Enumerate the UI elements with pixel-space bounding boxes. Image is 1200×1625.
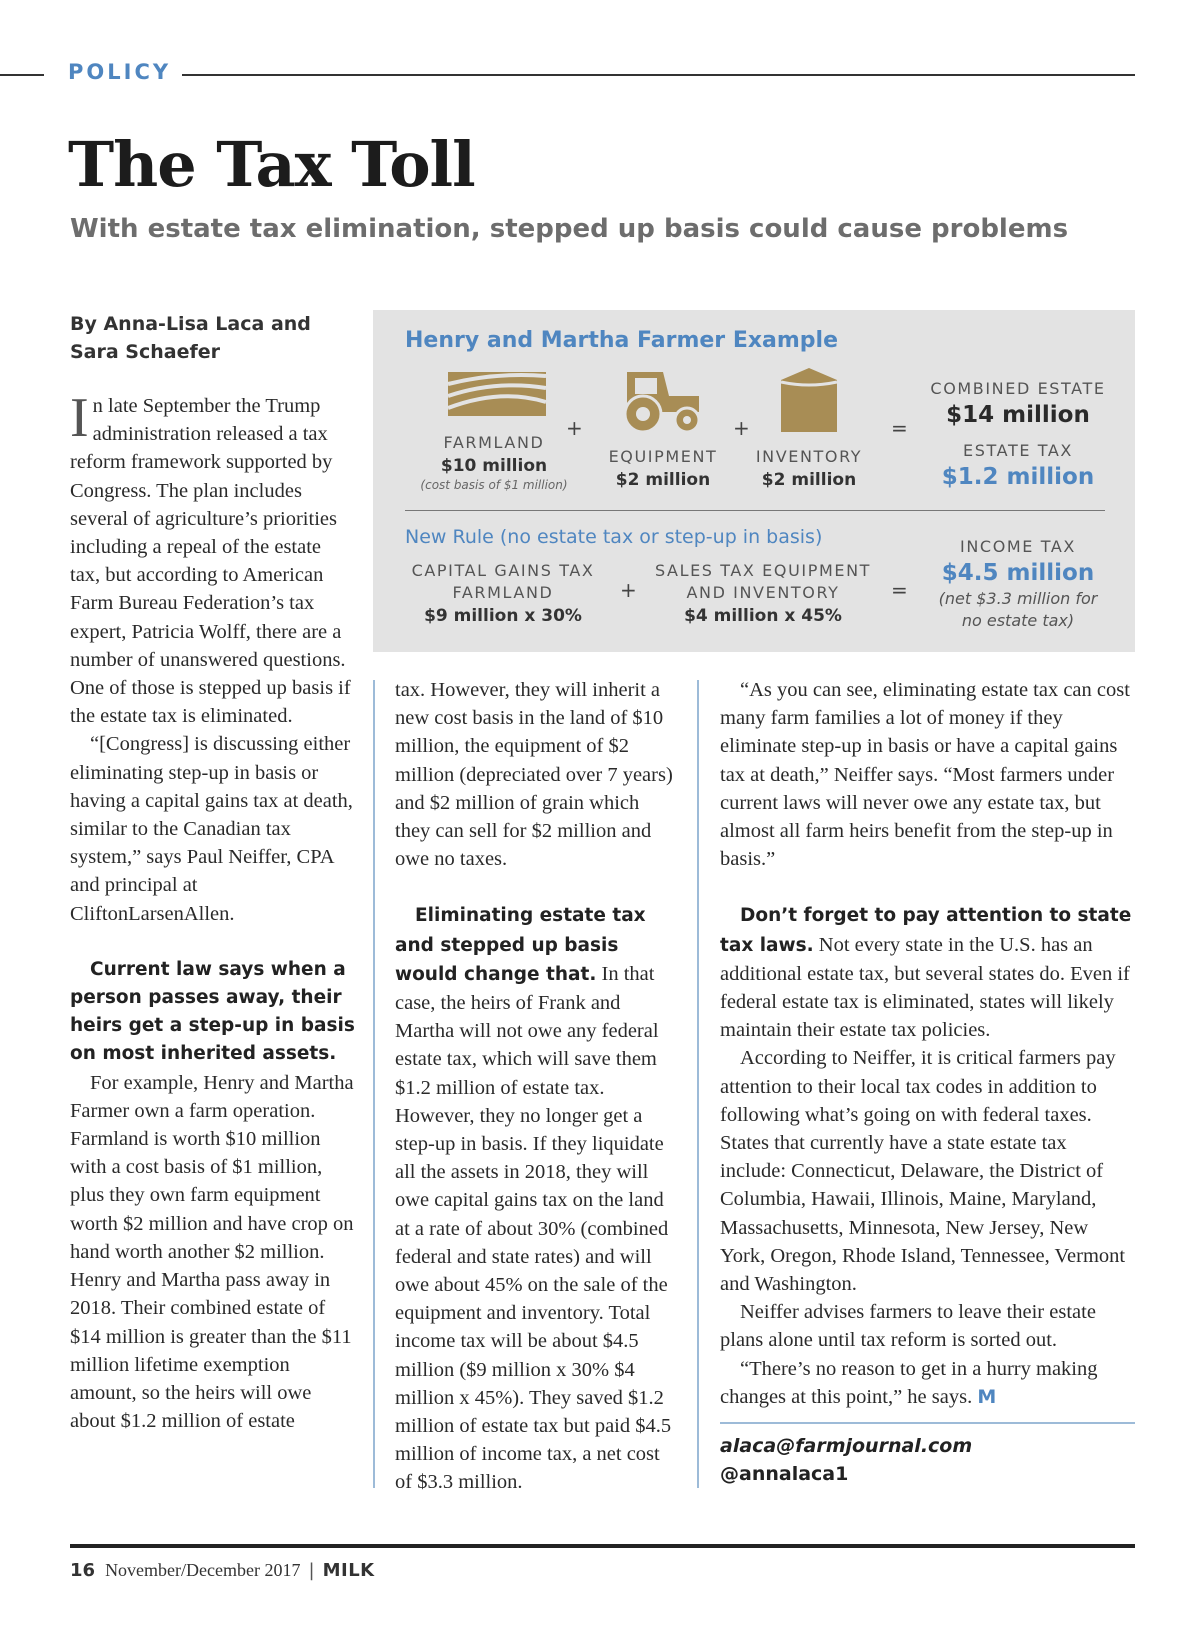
plus-sign-2: + <box>733 416 750 440</box>
plus-sign-1: + <box>566 416 583 440</box>
equals-sign-2: = <box>891 578 908 602</box>
sales-tax-line-1: SALES TAX EQUIPMENT <box>654 561 872 580</box>
paragraph <box>720 1355 1135 1411</box>
author-email[interactable]: alaca@farmjournal.com <box>720 1435 973 1457</box>
section-label: POLICY <box>68 60 172 84</box>
income-tax-block <box>913 536 1123 632</box>
sales-tax-value: $4 million x 45% <box>684 606 842 626</box>
income-tax-note-1: (net $3.3 million for <box>938 589 1098 608</box>
end-mark-icon: M <box>977 1385 997 1408</box>
article-column-2 <box>395 676 675 1497</box>
section-rule-left <box>0 74 44 76</box>
paragraph: “[Congress] is discussing either eliminating step-up in basis or having a capital gains tax at death, similar to the Canadian tax system,” says Paul Neiffer, CPA and principal at CliftonLarsenAllen. <box>70 733 353 925</box>
section-rule-right <box>182 74 1135 76</box>
equals-sign-1: = <box>891 416 908 440</box>
author-contact <box>720 1432 972 1488</box>
paragraph-text: Not every state in the U.S. has an additional estate tax, but several states do. Even if federal estate tax is eliminated, states will likely maintain their estate tax policies. <box>720 933 1130 1042</box>
farmland-block <box>409 432 579 492</box>
estate-tax-label: ESTATE TAX <box>963 441 1073 460</box>
farmland-icon <box>446 370 548 418</box>
income-tax-note-2: no estate tax) <box>961 611 1075 630</box>
paragraph: For example, Henry and Martha Farmer own a farm operation. Farmland is worth $10 million with a cost basis of $1 million, plus they own farm equipment worth $2 million and have crop on hand worth another $2 million. Henry and Martha pass away in 2018. Their combined estate of $14 million is greater than the $11 million lifetime exemption amount, so the heirs will owe about $1.2 million of estate <box>70 1071 354 1433</box>
infobox-title: Henry and Martha Farmer Example <box>405 328 839 353</box>
paragraph: tax. However, they will inherit a new cost basis in the land of $10 million, the equipment of $2 million (depreciated over 7 years) and $2 million of grain which they can sell for $2 million and owe no taxes. <box>395 679 673 871</box>
subhead: Eliminating estate tax and stepped up basis would change that. <box>395 905 646 985</box>
article-title: The Tax Toll <box>68 128 475 201</box>
inventory-block <box>741 446 877 492</box>
combined-estate-block <box>913 378 1123 430</box>
footer-rule <box>70 1544 1135 1548</box>
paragraph <box>720 901 1135 1044</box>
inventory-label: INVENTORY <box>755 447 863 466</box>
sales-tax-line-2: AND INVENTORY <box>686 583 840 602</box>
farmland-value: $10 million <box>440 456 548 476</box>
paragraph <box>395 901 675 1496</box>
article-column-3 <box>720 676 1135 1411</box>
subhead: Don’t forget to pay attention to state tax laws. <box>720 905 1132 956</box>
paragraph: “As you can see, eliminating estate tax can cost many farm families a lot of money if they eliminate step-up in basis or have a capital gains tax at death,” Neiffer says. “Most farmers under current laws will never owe any estate tax, but almost all farm heirs benefit from the step-up in basis.” <box>720 679 1130 871</box>
paragraph-text: In that case, the heirs of Frank and Martha will not owe any federal estate tax, which will save them $1.2 million of estate tax. However, they no longer get a step-up in basis. If they liquidate all the assets in 2018, they will owe capital gains tax on the land at a rate of about 30% (combined federal and state rates) and will owe about 45% on the sale of the equipment and inventory. Total income tax will be about $4.5 million ($9 million x 30% $4 million x 45%). They saved $1.2 million of estate tax but paid $4.5 million of income tax, a net cost of $3.3 million. <box>395 962 672 1494</box>
byline <box>70 310 330 366</box>
column-rule-2 <box>697 680 699 1488</box>
income-tax-label: INCOME TAX <box>960 537 1076 556</box>
grain-bin-icon <box>779 366 839 434</box>
paragraph-text: “There’s no reason to get in a hurry making changes at this point,” he says. <box>720 1357 1098 1408</box>
combined-estate-value: $14 million <box>946 402 1090 428</box>
capital-gains-block <box>403 560 603 628</box>
capital-gains-value: $9 million x 30% <box>424 606 582 626</box>
estate-tax-value: $1.2 million <box>941 464 1095 490</box>
page-number: 16 <box>70 1560 96 1581</box>
section-header <box>0 58 1135 92</box>
inventory-value: $2 million <box>761 470 857 490</box>
capital-gains-line-1: CAPITAL GAINS TAX <box>411 561 595 580</box>
equipment-value: $2 million <box>615 470 711 490</box>
article-subtitle: With estate tax elimination, stepped up basis could cause problems <box>70 214 1069 244</box>
plus-sign-3: + <box>620 578 637 602</box>
infobox-divider <box>405 510 1105 511</box>
paragraph-text: n late September the Trump administration released a tax reform framework supported by Congress. The plan includes several of agriculture’s priorities including a repeal of the estate tax, but according to American Farm Bureau Federation’s tax expert, Patricia Wolff, there are a number of unanswered questions. One of those is stepped up basis if the estate tax is eliminated. <box>70 395 351 728</box>
drop-cap: I <box>70 387 89 449</box>
paragraph: Neiffer advises farmers to leave their estate plans alone until tax reform is sorted out. <box>720 1301 1096 1352</box>
tractor-icon <box>619 368 703 434</box>
magazine-name: MILK <box>322 1560 375 1581</box>
article-column-1 <box>70 387 355 1435</box>
byline-line-2: Sara Schaefer <box>70 341 221 363</box>
issue-date: November/December 2017 <box>105 1560 301 1580</box>
income-tax-value: $4.5 million <box>941 560 1095 586</box>
column-rule-1 <box>373 680 375 1488</box>
farmland-label: FARMLAND <box>443 433 545 452</box>
paragraph <box>70 387 355 730</box>
subhead: Current law says when a person passes away, their heirs get a step-up in basis on most inherited assets. <box>70 958 355 1065</box>
paragraph: According to Neiffer, it is critical farmers pay attention to their local tax codes in addition to following what’s going on with federal taxes. States that currently have a state estate tax include: Connecticut, Delaware, the District of Columbia, Hawaii, Illinois, Maine, Maryland, Massachusetts, Minnesota, New Jersey, New York, Oregon, Rhode Island, Tennessee, Vermont and Washington. <box>720 1047 1126 1296</box>
example-infobox <box>373 310 1135 652</box>
capital-gains-line-2: FARMLAND <box>452 583 554 602</box>
sales-tax-block <box>653 560 873 628</box>
footer-separator: | <box>308 1560 315 1581</box>
estate-tax-block <box>913 440 1123 492</box>
new-rule-heading: New Rule (no estate tax or step-up in basis) <box>405 526 823 548</box>
author-twitter[interactable]: @annalaca1 <box>720 1463 849 1485</box>
byline-line-1: By Anna-Lisa Laca and <box>70 313 311 335</box>
page-footer <box>70 1560 375 1581</box>
equipment-label: EQUIPMENT <box>608 447 718 466</box>
contact-rule <box>720 1422 1135 1424</box>
combined-estate-label: COMBINED ESTATE <box>930 379 1106 398</box>
equipment-block <box>588 446 738 492</box>
farmland-note: (cost basis of $1 million) <box>420 478 568 492</box>
